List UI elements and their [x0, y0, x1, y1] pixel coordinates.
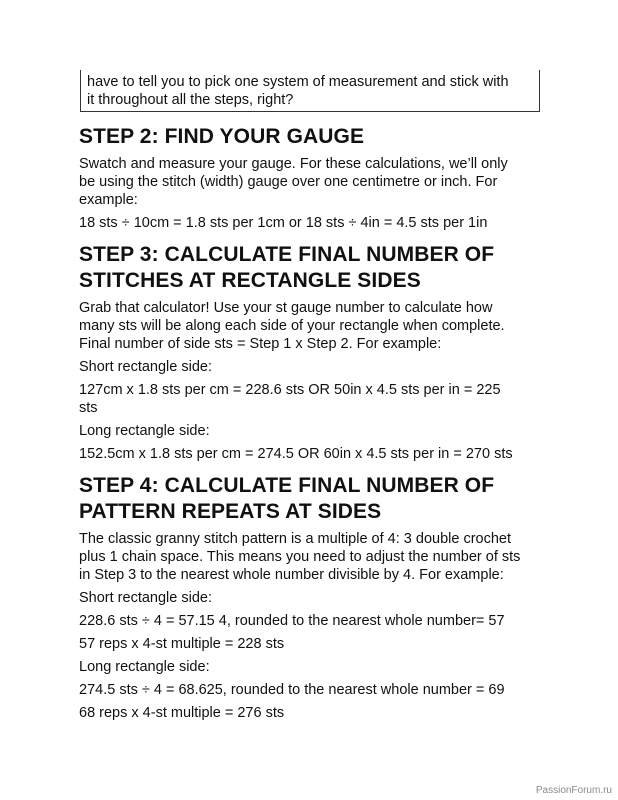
step2-intro — [79, 155, 549, 209]
note-line: it throughout all the steps, right? — [87, 92, 294, 108]
step4-heading-line: STEP 4: CALCULATE FINAL NUMBER OF — [79, 474, 495, 497]
note-line: have to tell you to pick one system of measurement and stick with — [87, 74, 509, 90]
step4-long-calc-1-text: 274.5 sts ÷ 4 = 68.625, rounded to the nearest whole number = 69 — [79, 682, 505, 698]
step4-long-calc-2 — [79, 704, 549, 722]
step4-short-label — [79, 589, 549, 607]
step2-intro-line: example: — [79, 192, 138, 208]
step2-heading — [79, 124, 549, 150]
step3-short-calc-line: 127cm x 1.8 sts per cm = 228.6 sts OR 50in x 4.5 sts per in = 225 — [79, 382, 501, 398]
step3-long-label — [79, 422, 549, 440]
main-content — [79, 124, 549, 722]
step3-short-label-text: Short rectangle side: — [79, 359, 212, 375]
step4-short-calc-1 — [79, 612, 549, 630]
step3-heading-line: STEP 3: CALCULATE FINAL NUMBER OF — [79, 243, 495, 266]
step2-intro-line: be using the stitch (width) gauge over one centimetre or inch. For — [79, 174, 498, 190]
step2-heading-text: STEP 2: FIND YOUR GAUGE — [79, 125, 365, 148]
step3-short-label — [79, 358, 549, 376]
step4-intro-line: in Step 3 to the nearest whole number divisible by 4. For example: — [79, 567, 504, 583]
step4-heading — [79, 473, 549, 525]
step3-intro-line: Grab that calculator! Use your st gauge number to calculate how — [79, 300, 493, 316]
step4-short-label-text: Short rectangle side: — [79, 590, 212, 606]
step4-short-calc-1-text: 228.6 sts ÷ 4 = 57.15 4, rounded to the nearest whole number= 57 — [79, 613, 505, 629]
step4-short-calc-2 — [79, 635, 549, 653]
step2-intro-line: Swatch and measure your gauge. For these calculations, we’ll only — [79, 156, 508, 172]
step3-heading — [79, 242, 549, 294]
step4-short-calc-2-text: 57 reps x 4-st multiple = 228 sts — [79, 636, 285, 652]
step4-long-calc-1 — [79, 681, 549, 699]
step4-heading-line: PATTERN REPEATS AT SIDES — [79, 500, 382, 523]
step4-intro — [79, 530, 549, 584]
step3-short-calc-line: sts — [79, 400, 98, 416]
step4-intro-line: The classic granny stitch pattern is a multiple of 4: 3 double crochet — [79, 531, 511, 547]
watermark: PassionForum.ru — [535, 785, 612, 796]
step3-intro-line: Final number of side sts = Step 1 x Step 2. For example: — [79, 336, 442, 352]
step4-long-calc-2-text: 68 reps x 4-st multiple = 276 sts — [79, 705, 285, 721]
step3-heading-line: STITCHES AT RECTANGLE SIDES — [79, 269, 421, 292]
step3-long-calc — [79, 445, 549, 463]
step3-intro-line: many sts will be along each side of your rectangle when complete. — [79, 318, 505, 334]
step3-intro — [79, 299, 549, 353]
step2-example — [79, 214, 549, 232]
step4-long-label-text: Long rectangle side: — [79, 659, 210, 675]
step3-long-calc-text: 152.5cm x 1.8 sts per cm = 274.5 OR 60in x 4.5 sts per in = 270 sts — [79, 446, 513, 462]
step2-example-line: 18 sts ÷ 10cm = 1.8 sts per 1cm or 18 sts ÷ 4in = 4.5 sts per 1in — [79, 215, 488, 231]
step3-short-calc — [79, 381, 549, 417]
step4-intro-line: plus 1 chain space. This means you need to adjust the number of sts — [79, 549, 521, 565]
step4-long-label — [79, 658, 549, 676]
note-box — [80, 70, 540, 112]
step3-long-label-text: Long rectangle side: — [79, 423, 210, 439]
